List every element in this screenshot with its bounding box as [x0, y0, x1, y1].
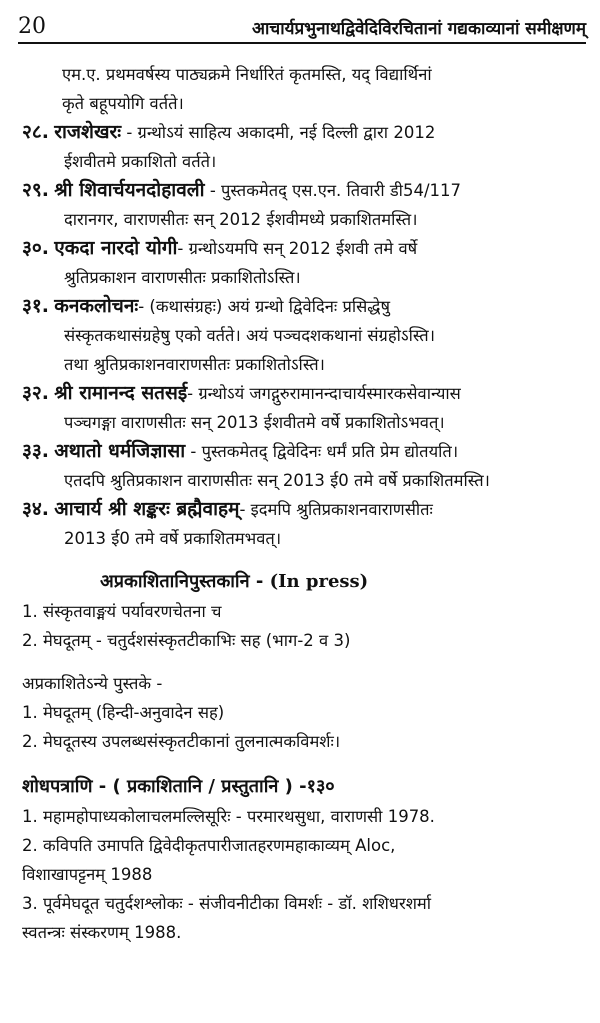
entry-title: अथातो धर्मजिज्ञासा	[54, 440, 186, 462]
intro-line: एम.ए. प्रथमवर्षस्य पाठ्यक्रमे निर्धारितं कृतमस्ति, यद् विद्यार्थिनां	[62, 65, 432, 84]
list-item: स्वतन्त्रः संस्करणम् 1988.	[22, 923, 182, 942]
list-item: 1. संस्कृतवाङ्मयं पर्यावरणचेतना च	[22, 602, 222, 621]
entry-continuation: 2013 ई0 तमे वर्षे प्रकाशितमभवत्।	[64, 529, 282, 548]
list-item: 2. मेघदूतस्य उपलब्धसंस्कृतटीकानां तुलनात्मकविमर्शः।	[22, 732, 341, 751]
entry-continuation: दारानगर, वाराणसीतः सन् 2012 ईशवीमध्ये प्रकाशितमस्ति।	[64, 210, 418, 229]
entry-text: - पुस्तकमेतद् द्विवेदिनः धर्मं प्रति प्रेम द्योतयति।	[185, 442, 459, 461]
page-header	[18, 12, 586, 44]
entry-text: - ग्रन्थोऽयमपि सन् 2012 ईशवी तमे वर्षे	[177, 239, 418, 258]
others-heading: अप्रकाशितेऽन्ये पुस्तके -	[22, 674, 163, 693]
entry-text: - पुस्तकमेतद् एस.एन. तिवारी डी54/117	[204, 181, 462, 200]
list-item: 1. महामहोपाध्यकोलाचलमल्लिसूरिः - परमारथसुधा, वाराणसी 1978.	[22, 807, 435, 826]
entry-34	[22, 495, 584, 524]
page-body	[22, 60, 584, 947]
entry-title: श्री रामानन्द सतसई	[54, 382, 188, 404]
entry-text: - (कथासंग्रहः) अयं ग्रन्थो द्विवेदिनः प्रसिद्धेषु	[138, 297, 391, 316]
entry-31	[22, 292, 584, 321]
entry-title: श्री शिवार्चयनदोहावली	[54, 179, 205, 201]
in-press-label: (In press)	[269, 571, 369, 592]
entry-number: ३३.	[22, 440, 49, 462]
entry-title: कनकलोचनः	[54, 295, 139, 317]
entry-text: - ग्रन्थोऽयं साहित्य अकादमी, नई दिल्ली द्वारा 2012	[121, 123, 436, 142]
entry-32	[22, 379, 584, 408]
entry-number: ३२.	[22, 382, 49, 404]
unpublished-heading-text: अप्रकाशितानिपुस्तकानि -	[100, 571, 270, 592]
entry-continuation: एतदपि श्रुतिप्रकाशन वाराणसीतः सन् 2013 ई0 तमे वर्षे प्रकाशितमस्ति।	[64, 471, 490, 490]
list-item: 2. मेघदूतम् - चतुर्दशसंस्कृतटीकाभिः सह (भाग-2 व 3)	[22, 631, 351, 650]
intro-line: कृते बहूपयोगि वर्तते।	[62, 94, 184, 113]
entry-continuation: संस्कृतकथासंग्रहेषु एको वर्तते। अयं पञ्चदशकथानां संग्रहोऽस्ति।	[64, 326, 435, 345]
entry-number: ३०.	[22, 237, 49, 259]
entry-title: एकदा नारदो योगी	[54, 237, 178, 259]
entry-title: राजशेखरः	[54, 121, 122, 143]
entry-continuation: ईशवीतमे प्रकाशितो वर्तते।	[64, 152, 217, 171]
entry-number: ३४.	[22, 498, 49, 520]
list-item: 1. मेघदूतम् (हिन्दी-अनुवादेन सह)	[22, 703, 225, 722]
entry-29	[22, 176, 584, 205]
list-item: 3. पूर्वमेघदूत चतुर्दशश्लोकः - संजीवनीटीका विमर्शः - डॉ. शशिधरशर्मा	[22, 894, 432, 913]
entry-number: २९.	[22, 179, 49, 201]
entry-30	[22, 234, 584, 263]
entry-33	[22, 437, 584, 466]
list-item: विशाखापट्टनम् 1988	[22, 865, 153, 884]
entry-text: - इदमपि श्रुतिप्रकाशनवाराणसीतः	[239, 500, 433, 519]
unpublished-heading	[22, 567, 584, 597]
entry-continuation: श्रुतिप्रकाशन वाराणसीतः प्रकाशितोऽस्ति।	[64, 268, 301, 287]
entry-continuation: तथा श्रुतिप्रकाशनवाराणसीतः प्रकाशितोऽस्ति।	[64, 355, 325, 374]
papers-heading: शोधपत्राणि - ( प्रकाशितानि / प्रस्तुतानि ) -१३०	[22, 776, 335, 797]
entry-text: - ग्रन्थोऽयं जगद्गुरुरामानन्दाचार्यस्मारकसेवान्यास	[187, 384, 461, 403]
page-number: 20	[18, 14, 46, 39]
entry-28	[22, 118, 584, 147]
list-item: 2. कविपति उमापति द्विवेदीकृतपारीजातहरणमहाकाव्यम् Aloc,	[22, 836, 396, 855]
entry-number: ३१.	[22, 295, 49, 317]
entry-number: २८.	[22, 121, 49, 143]
entry-continuation: पञ्चगङ्गा वाराणसीतः सन् 2013 ईशवीतमे वर्षे प्रकाशितोऽभवत्।	[64, 413, 445, 432]
entry-title: आचार्य श्री शङ्करः ब्रह्मैवाहम्	[54, 498, 240, 520]
running-title: आचार्यप्रभुनाथद्विवेदिविरचितानां गद्यकाव्यानां समीक्षणम्	[252, 19, 586, 39]
